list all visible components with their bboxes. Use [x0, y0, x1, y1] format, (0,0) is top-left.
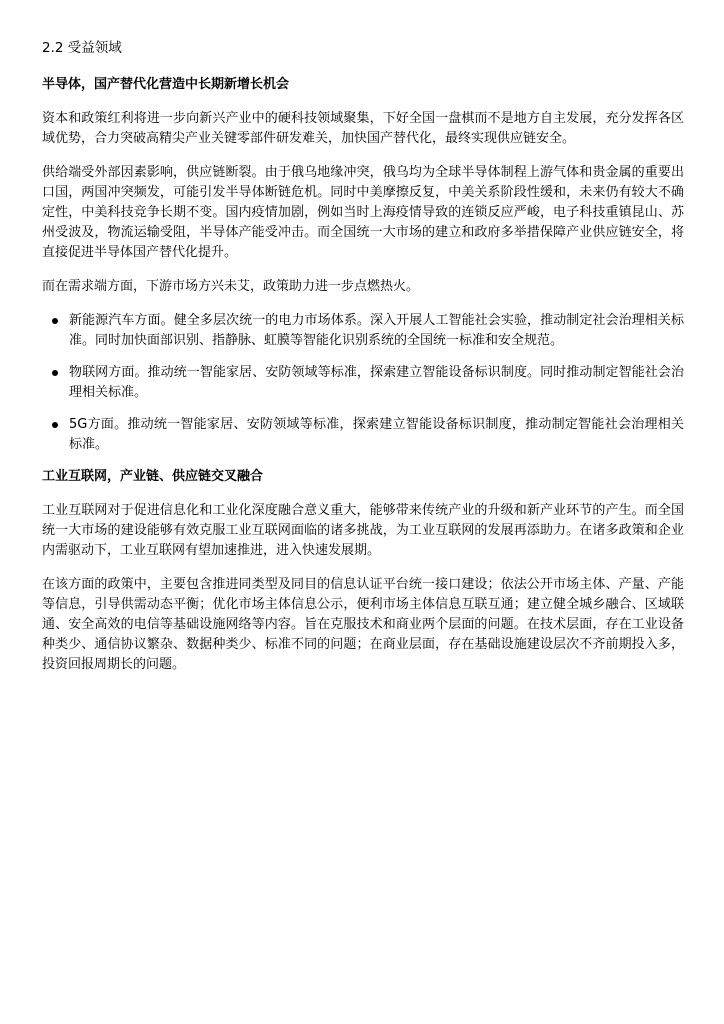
bullet-dot-icon: [52, 370, 58, 376]
demand-bullet-list: [42, 311, 684, 455]
bullet-text: 5G方面。推动统一智能家居、安防领域等标准，探索建立智能设备标识制度，推动制定智能社会治理相关标准。: [69, 417, 684, 452]
bullet-item-new-energy-vehicles: [42, 311, 684, 351]
bullet-dot-icon: [52, 318, 58, 324]
semiconductor-paragraph-3: 而在需求端方面，下游市场方兴未艾，政策助力进一步点燃热火。: [42, 279, 420, 294]
bullet-text: 新能源汽车方面。健全多层次统一的电力市场体系。深入开展人工智能社会实验，推动制定社会治理相关标准。同时加快面部识别、指静脉、虹膜等智能化识别系统的全国统一标准和安全规范。: [69, 313, 684, 348]
semiconductor-heading: 半导体，国产替代化营造中长期新增长机会: [42, 77, 290, 92]
industrial-internet-section: [42, 467, 684, 675]
industrial-internet-heading: 工业互联网，产业链、供应链交叉融合: [42, 469, 264, 484]
semiconductor-section: [42, 75, 684, 455]
bullet-item-5g: [42, 415, 684, 455]
semiconductor-paragraph-1: 资本和政策红利将进一步向新兴产业中的硬科技领域聚集，下好全国一盘棋而不是地方自主发展，充分发挥各区域优势，合力突破高精尖产业关键零部件研发难关，加快国产替代化，最终实现供应链安全。: [42, 111, 684, 146]
semiconductor-paragraph-2: 供给端受外部因素影响，供应链断裂。由于俄乌地缘冲突，俄乌均为全球半导体制程上游气体和贵金属的重要出口国，两国冲突频发，可能引发半导体断链危机。同时中美摩擦反复，中美关系阶段性缓和，未来仍有较大不确定性，中美科技竞争长期不变。国内疫情加剧，例如当时上海疫情导致的连锁反应严峻，电子科技重镇昆山、苏州受波及，物流运输受阻，半导体产能受冲击。而全国统一大市场的建立和政府多举措保障产业供应链安全，将直接促进半导体国产替代化提升。: [42, 165, 684, 260]
bullet-text: 物联网方面。推动统一智能家居、安防领域等标准，探索建立智能设备标识制度。同时推动制定智能社会治理相关标准。: [69, 365, 684, 400]
bullet-item-iot: [42, 363, 684, 403]
section-title: 2.2 受益领域: [42, 40, 122, 56]
bullet-dot-icon: [52, 422, 58, 428]
industrial-internet-paragraph-2: 在该方面的政策中，主要包含推进同类型及同目的信息认证平台统一接口建设；依法公开市场主体、产量、产能等信息，引导供需动态平衡；优化市场主体信息公示，便利市场主体信息互联互通；建立健全城乡融合、区域联通、安全高效的电信等基础设施网络等内容。旨在克服技术和商业两个层面的问题。在技术层面，存在工业设备种类少、通信协议繁杂、数据种类少、标准不同的问题；在商业层面，存在基础设施建设层次不齐前期投入多，投资回报周期长的问题。: [42, 577, 684, 672]
industrial-internet-paragraph-1: 工业互联网对于促进信息化和工业化深度融合意义重大，能够带来传统产业的升级和新产业环节的产生。而全国统一大市场的建设能够有效克服工业互联网面临的诸多挑战，为工业互联网的发展再添助力。在诸多政策和企业内需驱动下，工业互联网有望加速推进，进入快速发展期。: [42, 503, 684, 558]
